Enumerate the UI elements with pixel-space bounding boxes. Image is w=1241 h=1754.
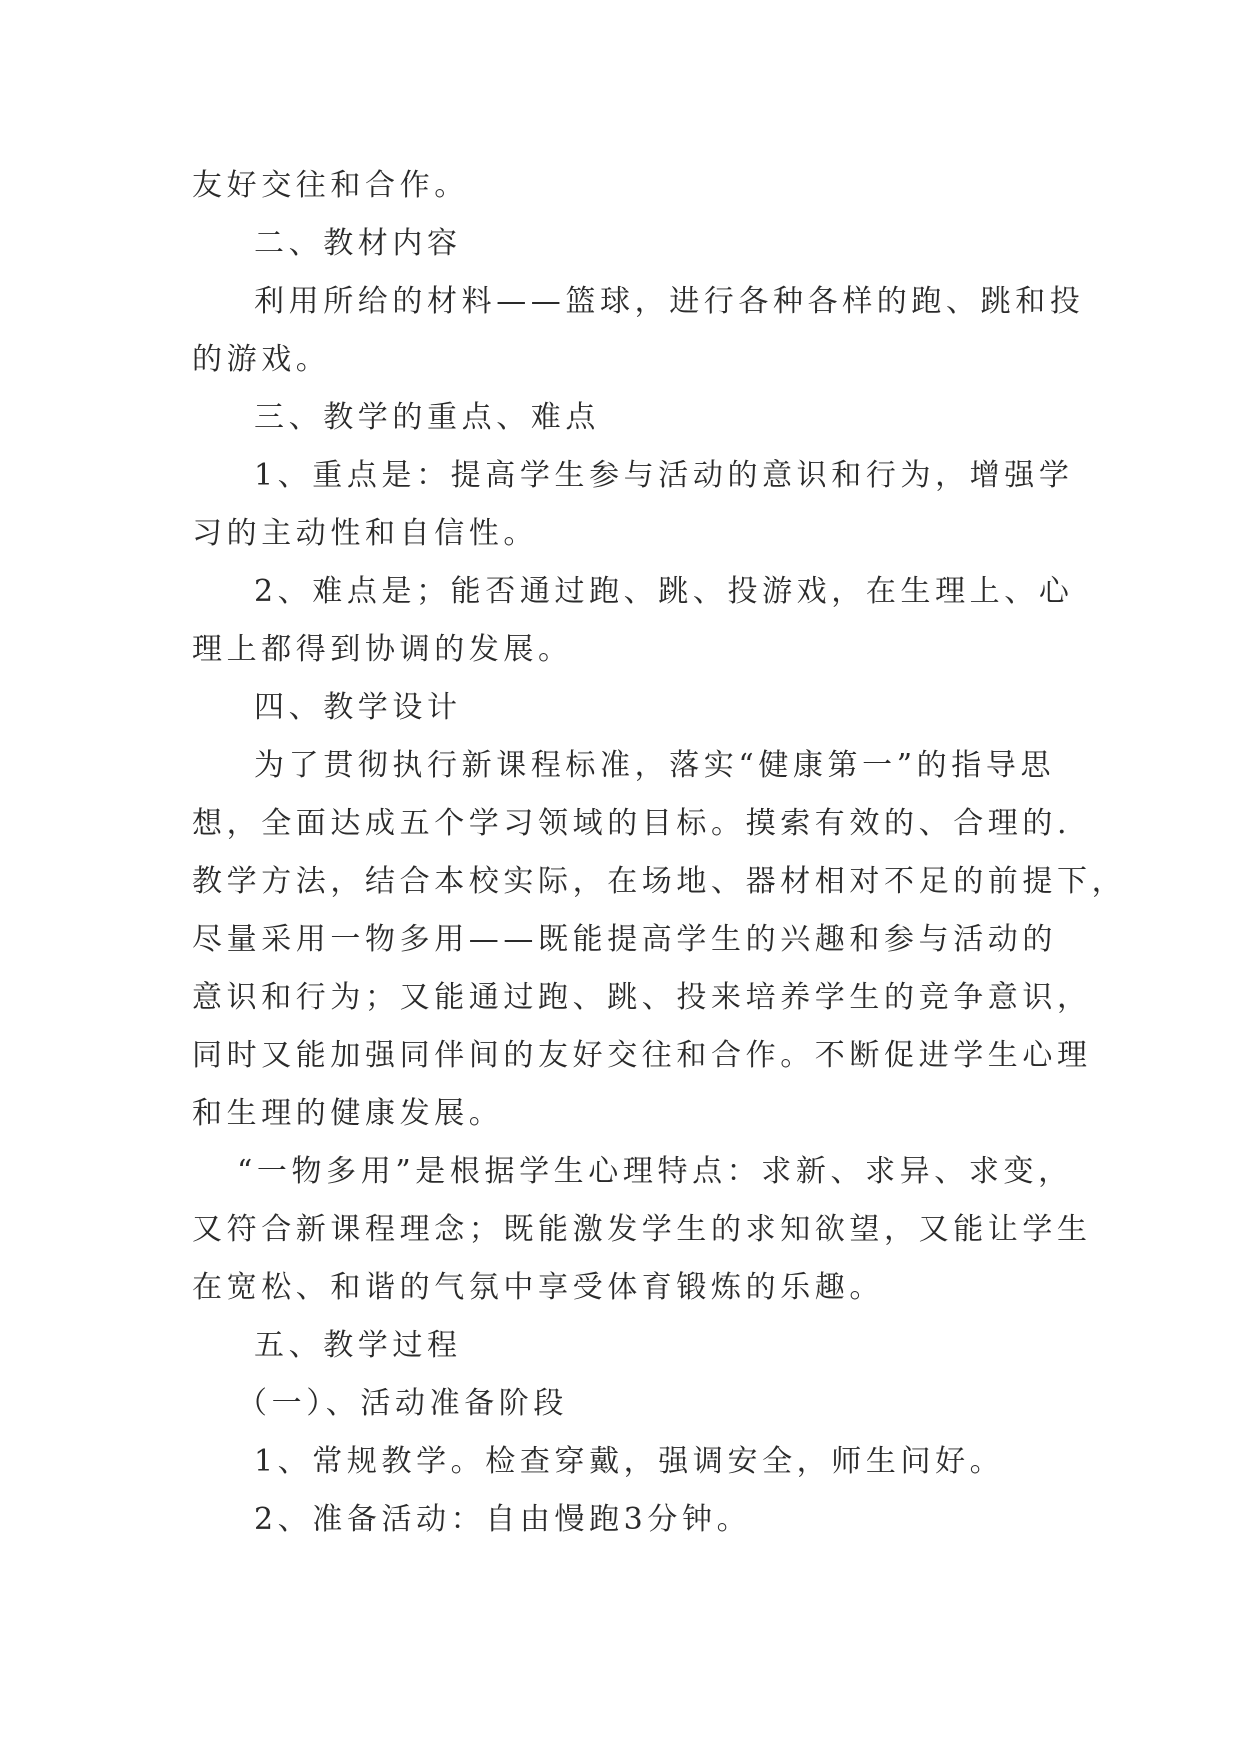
section-heading: 五、教学过程: [254, 1328, 462, 1363]
paragraph-line: 想，全面达成五个学习领域的目标。摸索有效的、合理的.: [192, 806, 1072, 841]
section-heading: 四、教学设计: [254, 690, 462, 725]
paragraph-line: 利用所给的材料——篮球，进行各种各样的跑、跳和投: [254, 284, 1085, 319]
paragraph-line: 友好交往和合作。: [192, 168, 469, 203]
section-heading: 三、教学的重点、难点: [254, 400, 600, 435]
paragraph-line: 同时又能加强同伴间的友好交往和合作。不断促进学生心理: [192, 1038, 1092, 1073]
paragraph-line: 1、常规教学。检查穿戴，强调安全，师生问好。: [254, 1444, 1005, 1479]
paragraph-line: 意识和行为；又能通过跑、跳、投来培养学生的竞争意识，: [192, 980, 1092, 1015]
paragraph-line: 1、重点是：提高学生参与活动的意识和行为，增强学: [254, 458, 1074, 493]
paragraph-line: 的游戏。: [192, 342, 331, 377]
paragraph-line: 尽量采用一物多用——既能提高学生的兴趣和参与活动的: [192, 922, 1057, 957]
paragraph-line: 为了贯彻执行新课程标准，落实“健康第一”的指导思: [254, 748, 1056, 783]
subsection-heading: （一）、活动准备阶段: [237, 1386, 568, 1421]
paragraph-line: 在宽松、和谐的气氛中享受体育锻炼的乐趣。: [192, 1270, 884, 1305]
paragraph-line: 和生理的健康发展。: [192, 1096, 504, 1131]
paragraph-line: 习的主动性和自信性。: [192, 516, 538, 551]
paragraph-line: 教学方法，结合本校实际，在场地、器材相对不足的前提下，: [192, 864, 1127, 899]
paragraph-line: 又符合新课程理念；既能激发学生的求知欲望，又能让学生: [192, 1212, 1092, 1247]
paragraph-line: 2、准备活动：自由慢跑3分钟。: [254, 1502, 752, 1537]
paragraph-line: 2、难点是；能否通过跑、跳、投游戏，在生理上、心: [254, 574, 1074, 609]
section-heading: 二、教材内容: [254, 226, 462, 261]
paragraph-line: 理上都得到协调的发展。: [192, 632, 573, 667]
paragraph-line: “一物多用”是根据学生心理特点：求新、求异、求变，: [237, 1154, 1073, 1189]
